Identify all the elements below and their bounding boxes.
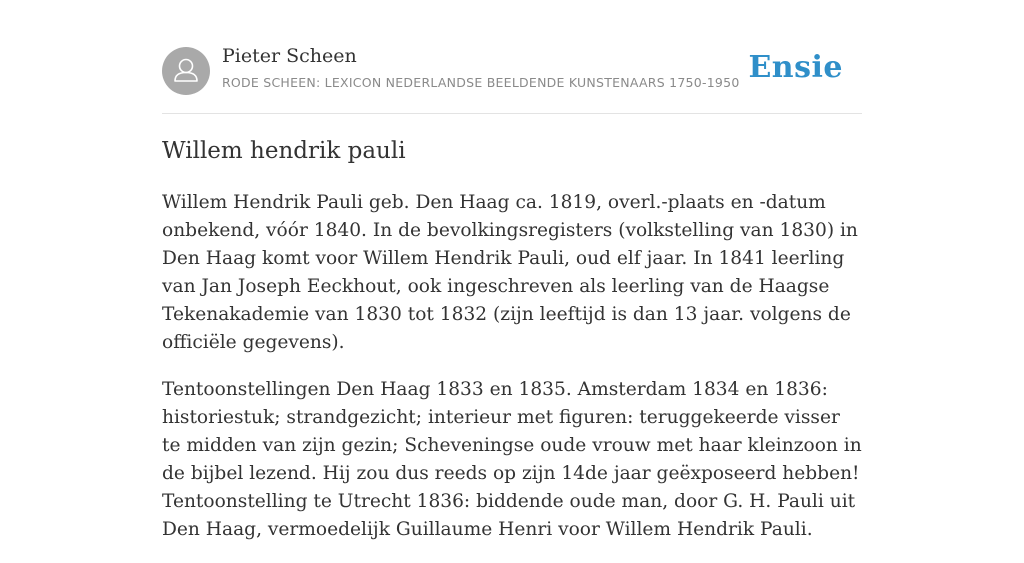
user-icon bbox=[162, 47, 210, 95]
author-avatar[interactable] bbox=[162, 47, 210, 95]
article-title: Willem hendrik pauli bbox=[162, 138, 406, 164]
article-body bbox=[162, 189, 864, 563]
author-name[interactable]: Pieter Scheen bbox=[222, 45, 357, 67]
article-paragraph: Tentoonstellingen Den Haag 1833 en 1835. Amsterdam 1834 en 1836: historiestuk; strandgezicht; interieur met figuren: teruggekeerde visser te midden van zijn gezin; Scheveningse oude vrouw met haar kleinzoon in de bijbel lezend. Hij zou dus reeds op zijn 14de jaar geëxposeerd hebben! Tentoonstelling te Utrecht 1836: biddende oude man, door G. H. Pauli uit Den Haag, vermoedelijk Guillaume Henri voor Willem Hendrik Pauli. bbox=[162, 379, 862, 540]
ensie-logo[interactable]: Ensie bbox=[748, 50, 843, 85]
page bbox=[162, 0, 862, 540]
article-paragraph: Willem Hendrik Pauli geb. Den Haag ca. 1819, overl.-plaats en -datum onbekend, vóór 1840. In de bevolkingsregisters (volkstelling van 1830) in Den Haag komt voor Willem Hendrik Pauli, oud elf jaar. In 1841 leerling van Jan Joseph Eeckhout, ook ingeschreven als leerling van de Haagse Tekenakademie van 1830 tot 1832 (zijn leeftijd is dan 13 jaar. volgens de officiële gegevens). bbox=[162, 192, 858, 353]
source-title[interactable]: RODE SCHEEN: LEXICON NEDERLANDSE BEELDENDE KUNSTENAARS 1750-1950 bbox=[222, 75, 740, 90]
article-header bbox=[162, 0, 862, 114]
